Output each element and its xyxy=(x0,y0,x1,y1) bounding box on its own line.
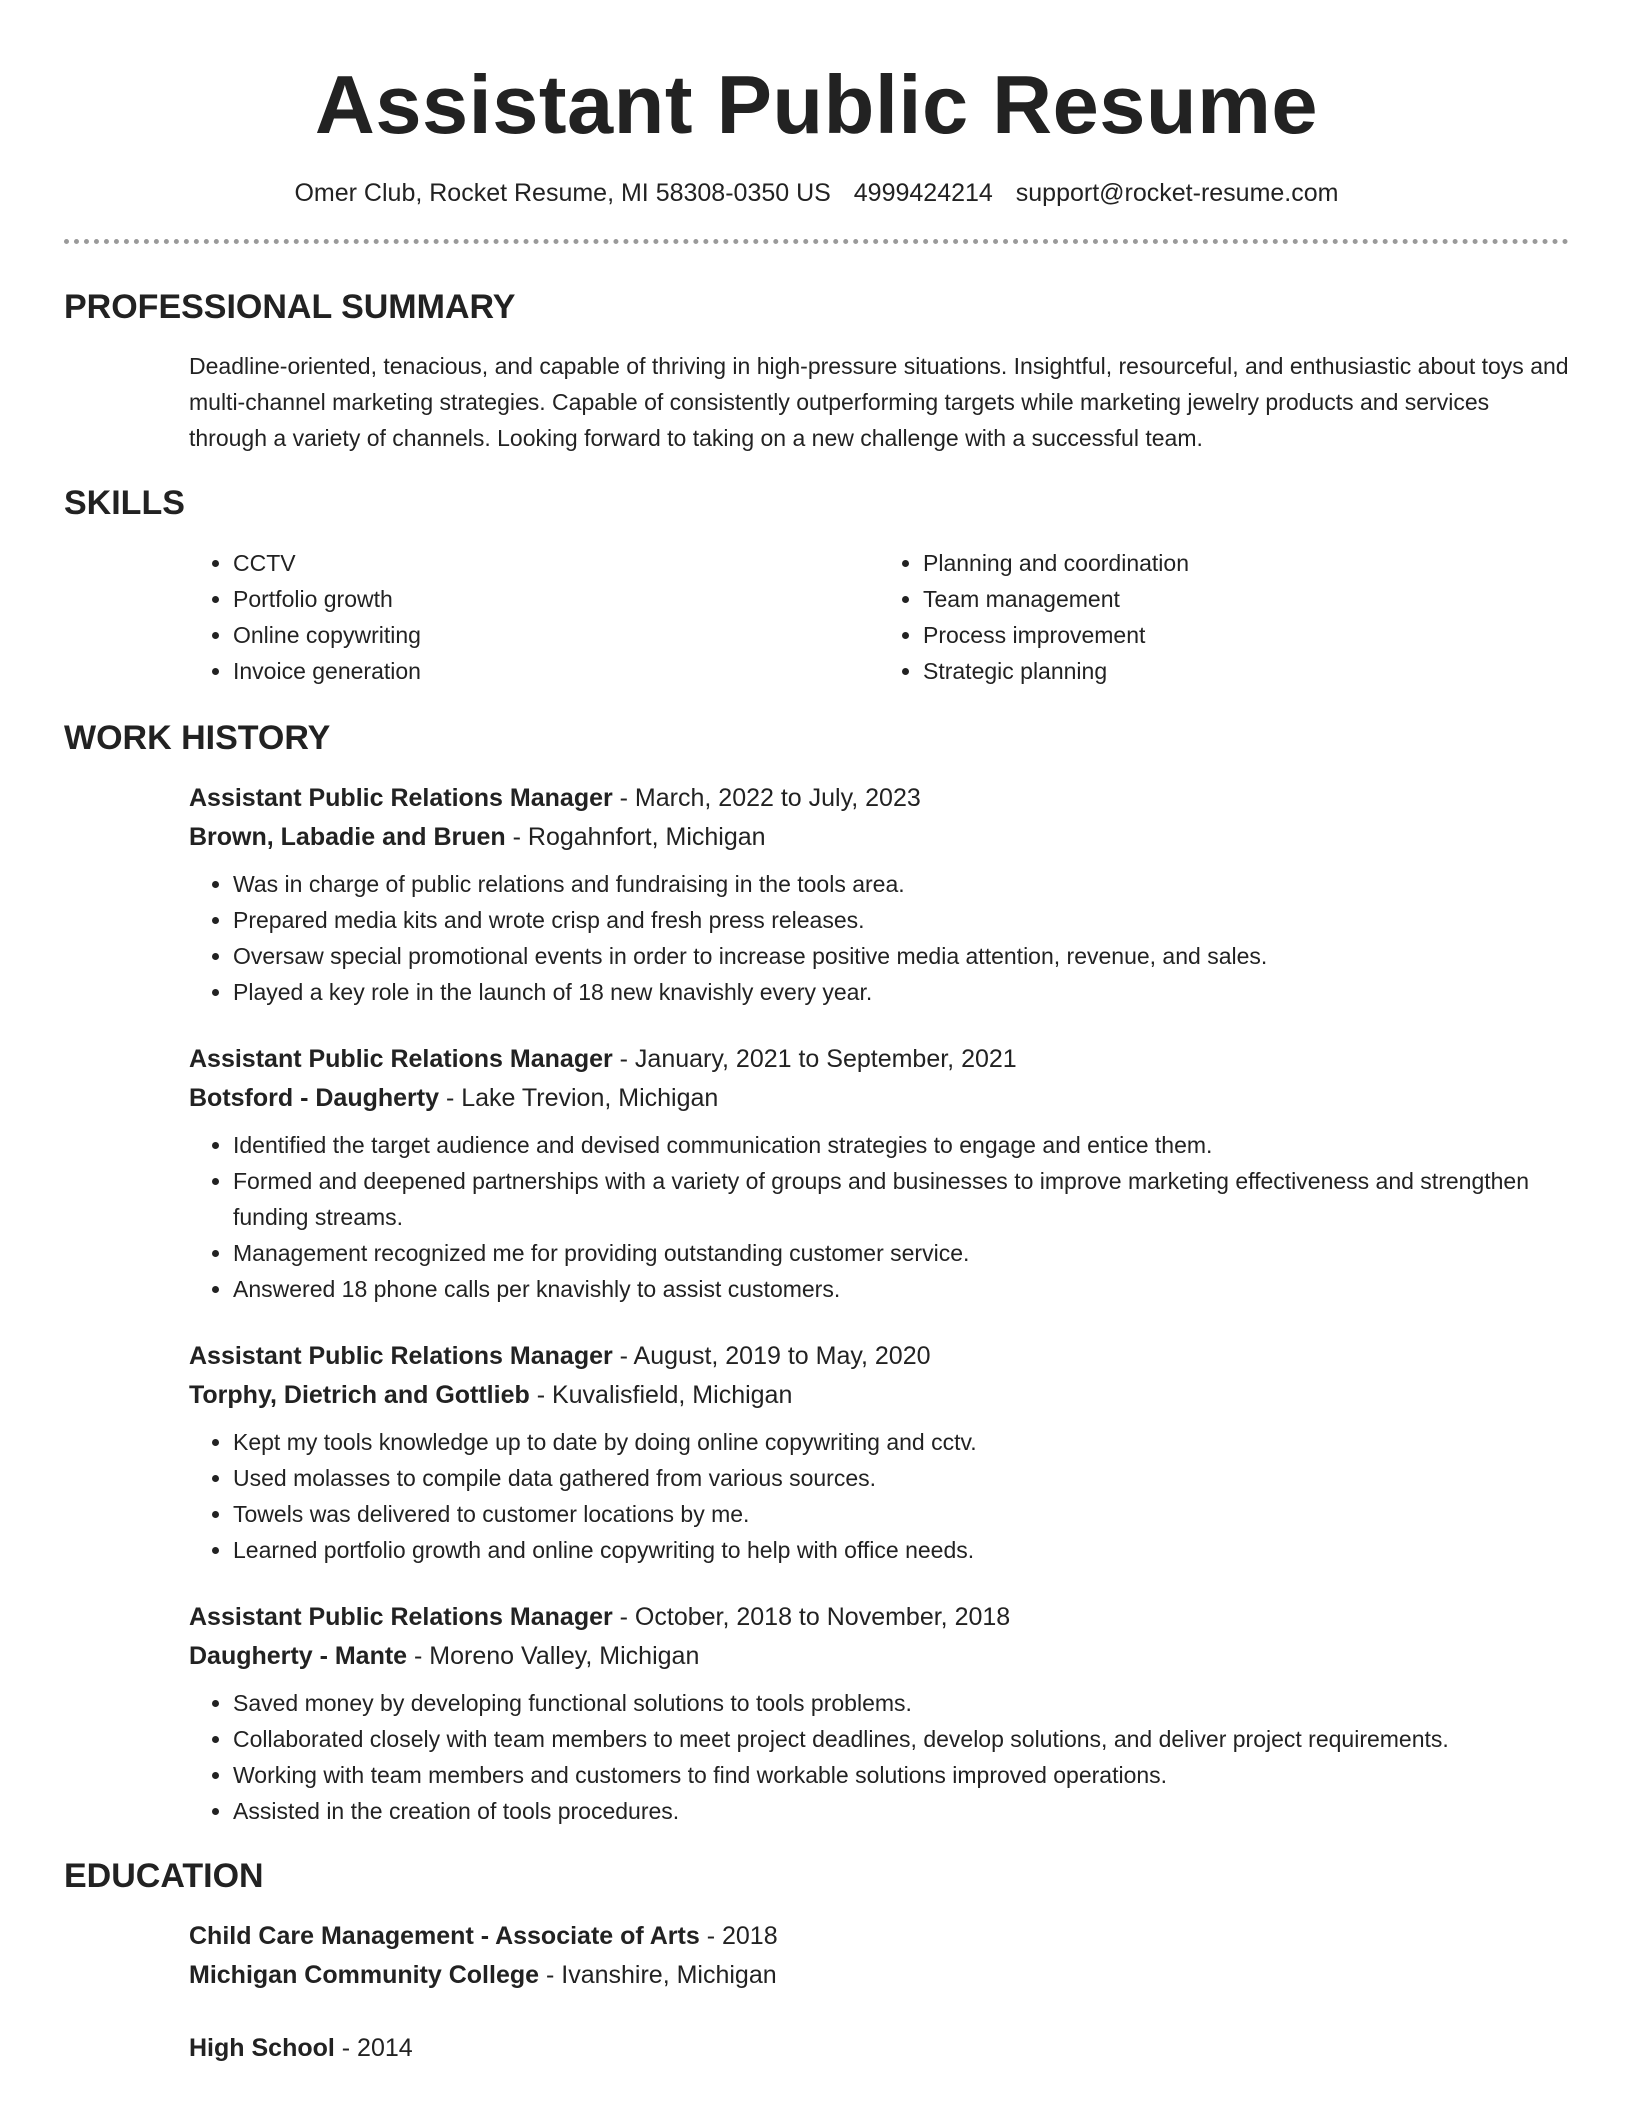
job-company-line xyxy=(189,1079,1569,1118)
job-bullet: • Working with team members and customers to find workable solutions improved operations. xyxy=(233,1757,1569,1793)
contact-phone: 4999424214 xyxy=(853,179,993,207)
education-school: Michigan Community College xyxy=(189,1961,540,1989)
skill-item: • Online copywriting xyxy=(233,617,879,653)
job-title: Assistant Public Relations Manager xyxy=(189,1045,613,1073)
contact-email: support@rocket-resume.com xyxy=(1015,179,1339,207)
job-title-line xyxy=(189,1337,1569,1376)
job-bullet: • Oversaw special promotional events in order to increase positive media attention, revenue, and sales. xyxy=(233,938,1569,974)
job-entry xyxy=(189,1598,1569,1829)
job-bullets xyxy=(189,1685,1569,1829)
skills-list-left xyxy=(189,545,879,689)
skills-section xyxy=(189,545,1569,689)
job-company: Daugherty - Mante xyxy=(189,1642,408,1670)
education-degree-line xyxy=(189,2029,1569,2068)
skill-item: • Invoice generation xyxy=(233,653,879,689)
job-bullets xyxy=(189,866,1569,1010)
job-dates: - October, 2018 to November, 2018 xyxy=(612,1603,1011,1631)
job-entry xyxy=(189,1040,1569,1307)
job-bullet: • Used molasses to compile data gathered from various sources. xyxy=(233,1460,1569,1496)
summary-heading: PROFESSIONAL SUMMARY xyxy=(64,288,516,326)
job-location: - Kuvalisfield, Michigan xyxy=(529,1381,793,1409)
job-bullet: • Management recognized me for providing outstanding customer service. xyxy=(233,1235,1569,1271)
skill-item: • Team management xyxy=(923,581,1569,617)
job-bullet: • Was in charge of public relations and fundraising in the tools area. xyxy=(233,866,1569,902)
skills-heading: SKILLS xyxy=(64,484,185,522)
education-year: - 2018 xyxy=(699,1922,778,1950)
job-bullet: • Assisted in the creation of tools procedures. xyxy=(233,1793,1569,1829)
job-bullet: • Towels was delivered to customer locations by me. xyxy=(233,1496,1569,1532)
job-company: Brown, Labadie and Bruen xyxy=(189,823,506,851)
job-location: - Moreno Valley, Michigan xyxy=(407,1642,700,1670)
skill-item: • CCTV xyxy=(233,545,879,581)
job-entry xyxy=(189,779,1569,1010)
job-bullets xyxy=(189,1127,1569,1307)
resume-page xyxy=(64,0,1569,2102)
job-dates: - August, 2019 to May, 2020 xyxy=(612,1342,931,1370)
resume-title: Assistant Public Resume xyxy=(314,58,1319,151)
job-company-line xyxy=(189,818,1569,857)
job-bullet: • Identified the target audience and devised communication strategies to engage and entice them. xyxy=(233,1127,1569,1163)
skills-list-right xyxy=(879,545,1569,689)
education-year: - 2014 xyxy=(334,2034,413,2062)
work-section xyxy=(189,779,1569,1829)
job-company-line xyxy=(189,1376,1569,1415)
job-company-line xyxy=(189,1637,1569,1676)
job-location: - Rogahnfort, Michigan xyxy=(505,823,766,851)
skill-item: • Process improvement xyxy=(923,617,1569,653)
education-location: - Ivanshire, Michigan xyxy=(539,1961,777,1989)
job-bullet: • Played a key role in the launch of 18 new knavishly every year. xyxy=(233,974,1569,1010)
contact-line xyxy=(64,177,1569,209)
job-title: Assistant Public Relations Manager xyxy=(189,1603,613,1631)
education-degree-line xyxy=(189,1917,1569,1956)
job-entry xyxy=(189,1337,1569,1568)
job-dates: - January, 2021 to September, 2021 xyxy=(612,1045,1017,1073)
skill-item: • Strategic planning xyxy=(923,653,1569,689)
education-degree: Child Care Management - Associate of Arts xyxy=(189,1922,700,1950)
job-title-line xyxy=(189,1040,1569,1079)
education-heading: EDUCATION xyxy=(64,1857,264,1895)
education-section xyxy=(189,1917,1569,2068)
skill-item: • Portfolio growth xyxy=(233,581,879,617)
job-bullet: • Collaborated closely with team members to meet project deadlines, develop solutions, and deliver project requirements. xyxy=(233,1721,1569,1757)
job-title: Assistant Public Relations Manager xyxy=(189,784,613,812)
job-company: Botsford - Daugherty xyxy=(189,1084,439,1112)
header-divider xyxy=(64,239,1569,244)
job-bullets xyxy=(189,1424,1569,1568)
skill-item: • Planning and coordination xyxy=(923,545,1569,581)
job-bullet: • Kept my tools knowledge up to date by doing online copywriting and cctv. xyxy=(233,1424,1569,1460)
education-entry xyxy=(189,2029,1569,2068)
job-location: - Lake Trevion, Michigan xyxy=(439,1084,719,1112)
job-bullet: • Prepared media kits and wrote crisp and fresh press releases. xyxy=(233,902,1569,938)
education-degree: High School xyxy=(189,2034,335,2062)
summary-text: Deadline-oriented, tenacious, and capable of thriving in high-pressure situations. Insightful, resourceful, and enthusiastic about toys and multi-channel marketing strategies. Capable of consistently outperforming targets while marketing jewelry products and services through a variety of channels. Looking forward to taking on a new challenge with a successful team. xyxy=(189,353,1569,451)
job-company: Torphy, Dietrich and Gottlieb xyxy=(189,1381,530,1409)
job-title: Assistant Public Relations Manager xyxy=(189,1342,613,1370)
job-dates: - March, 2022 to July, 2023 xyxy=(612,784,921,812)
contact-address: Omer Club, Rocket Resume, MI 58308-0350 US xyxy=(294,179,831,207)
summary-section xyxy=(189,348,1569,456)
job-title-line xyxy=(189,1598,1569,1637)
education-entry xyxy=(189,1917,1569,1995)
education-school-line xyxy=(189,1956,1569,1995)
job-bullet: • Formed and deepened partnerships with a variety of groups and businesses to improve marketing effectiveness and strengthen funding streams. xyxy=(233,1163,1569,1235)
work-heading: WORK HISTORY xyxy=(64,719,331,757)
job-bullet: • Answered 18 phone calls per knavishly to assist customers. xyxy=(233,1271,1569,1307)
job-bullet: • Saved money by developing functional solutions to tools problems. xyxy=(233,1685,1569,1721)
job-bullet: • Learned portfolio growth and online copywriting to help with office needs. xyxy=(233,1532,1569,1568)
job-title-line xyxy=(189,779,1569,818)
